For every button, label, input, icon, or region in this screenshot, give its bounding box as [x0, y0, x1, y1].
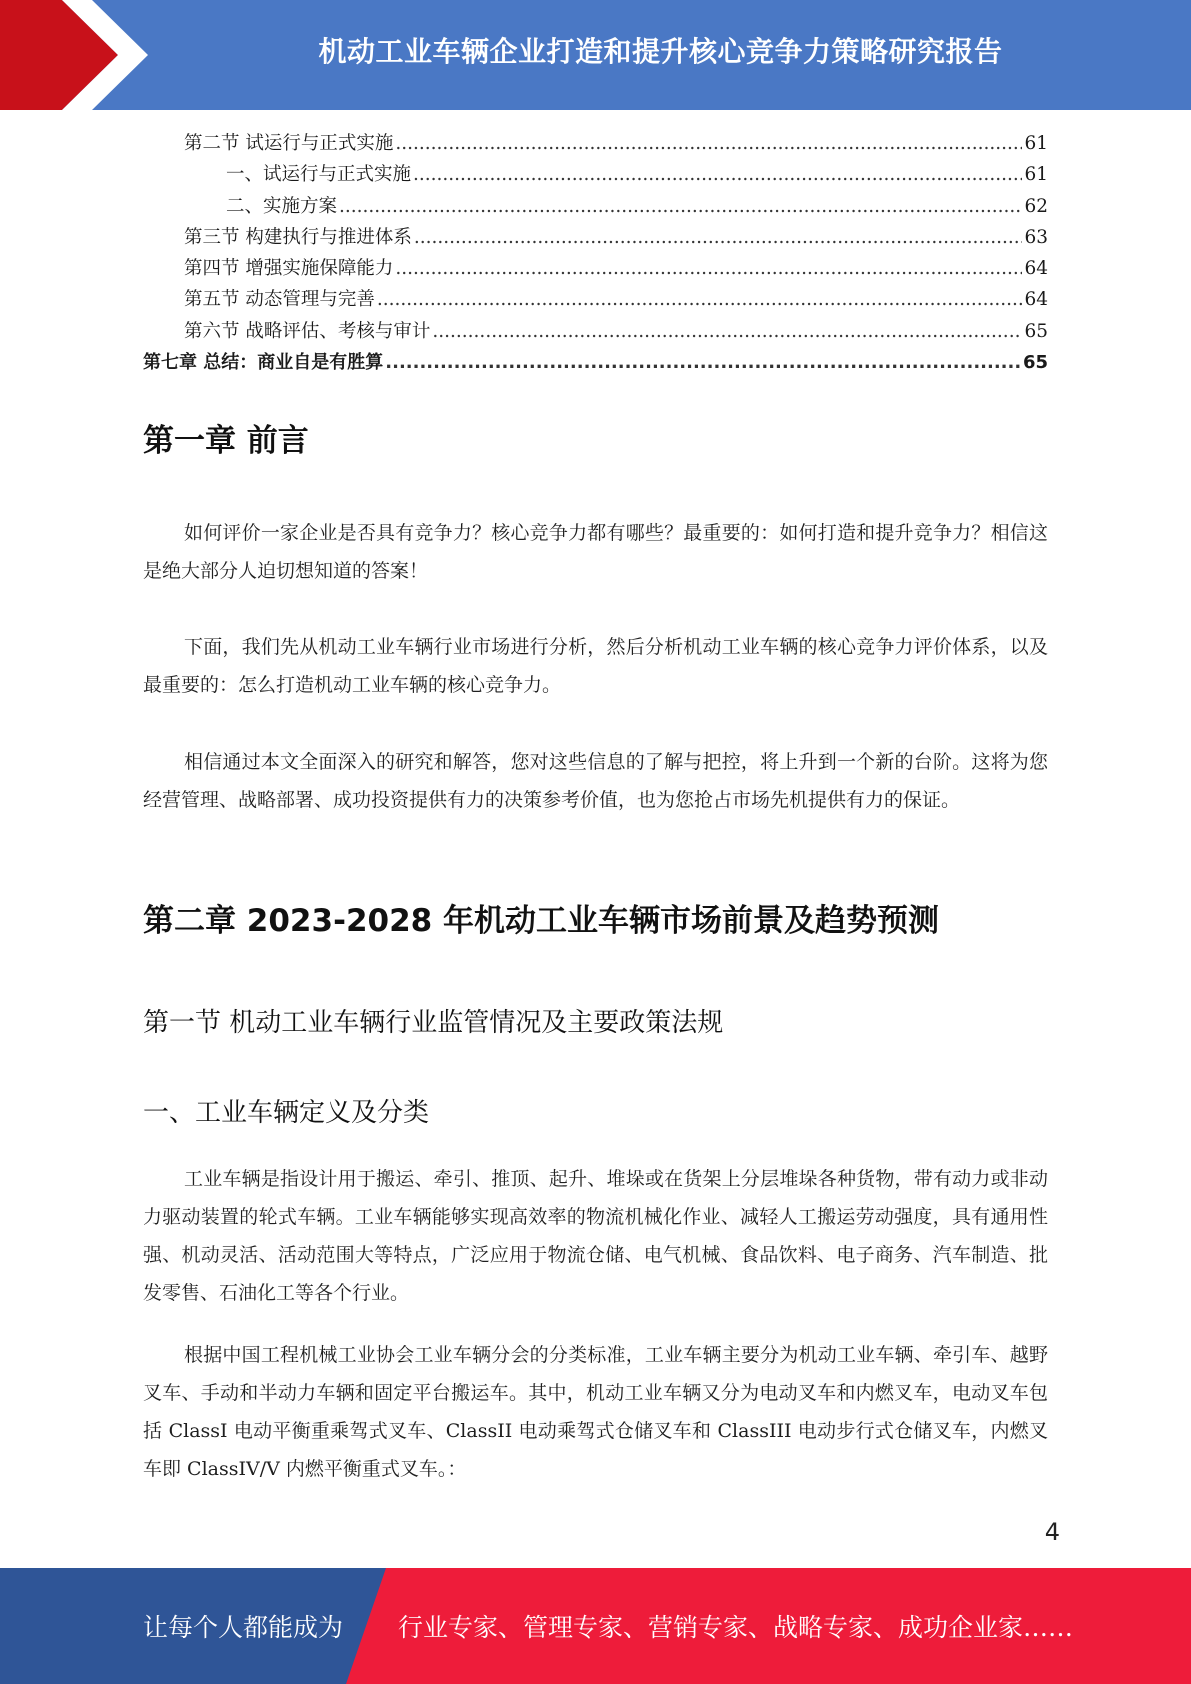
section-1-title: 第一节 机动工业车辆行业监管情况及主要政策法规 — [143, 1008, 724, 1038]
table-of-contents — [143, 128, 1048, 378]
toc-leader-dots — [395, 253, 1022, 284]
toc-leader-dots — [414, 222, 1023, 253]
header-arrow-decoration — [0, 0, 170, 110]
toc-entry-chapter[interactable] — [143, 347, 1048, 378]
footer-slogan-right: 行业专家、管理专家、营销专家、战略专家、成功企业家…… — [398, 1613, 1074, 1642]
toc-leader-dots — [432, 316, 1022, 347]
toc-entry-title: 第七章 总结：商业自是有胜算 — [143, 352, 384, 374]
header-title: 机动工业车辆企业打造和提升核心竞争力策略研究报告 — [318, 35, 1003, 68]
page-header — [0, 0, 1191, 110]
footer-slogan-left: 让每个人都能成为 — [143, 1613, 344, 1642]
paragraph-classification: 根据中国工程机械工业协会工业车辆分会的分类标准，工业车辆主要分为机动工业车辆、牵引车、越野叉车、手动和半动力车辆和固定平台搬运车。其中，机动工业车辆又分为电动叉车和内燃叉车，电动叉车包括 ClassI 电动平衡重乘驾式叉车、ClassII 电动乘驾式仓储叉车和 ClassIII 电动步行式仓储叉车，内燃叉车即 ClassIV/V 内燃平衡重式叉车。： — [143, 1344, 1048, 1480]
toc-entry-page: 64 — [1024, 289, 1048, 311]
subsection-1-title: 一、工业车辆定义及分类 — [143, 1098, 430, 1128]
toc-entry-title: 第五节 动态管理与完善 — [184, 289, 375, 311]
toc-leader-dots — [385, 347, 1021, 378]
toc-entry-title: 第六节 战略评估、考核与审计 — [184, 320, 431, 342]
toc-entry-page: 63 — [1024, 226, 1048, 248]
toc-entry-page: 64 — [1024, 258, 1048, 280]
toc-entry-title: 二、实施方案 — [226, 195, 338, 217]
toc-leader-dots — [413, 159, 1022, 190]
chapter-2-title: 第二章 2023-2028 年机动工业车辆市场前景及趋势预测 — [143, 903, 940, 939]
toc-entry-page: 61 — [1024, 164, 1048, 186]
paragraph-intro-2: 下面，我们先从机动工业车辆行业市场进行分析，然后分析机动工业车辆的核心竞争力评价体系，以及最重要的：怎么打造机动工业车辆的核心竞争力。 — [143, 636, 1048, 696]
toc-leader-dots — [395, 128, 1022, 159]
toc-entry-title: 第二节 试运行与正式实施 — [184, 133, 394, 154]
toc-entry[interactable] — [143, 253, 1048, 284]
toc-entry[interactable] — [143, 222, 1048, 253]
toc-entry[interactable] — [143, 159, 1048, 190]
paragraph-intro-1: 如何评价一家企业是否具有竞争力？核心竞争力都有哪些？最重要的：如何打造和提升竞争力？相信这是绝大部分人迫切想知道的答案！ — [143, 522, 1048, 582]
paragraph-intro-3: 相信通过本文全面深入的研究和解答，您对这些信息的了解与把控，将上升到一个新的台阶。这将为您经营管理、战略部署、成功投资提供有力的决策参考价值，也为您抢占市场先机提供有力的保证。 — [143, 751, 1048, 811]
toc-entry[interactable] — [143, 284, 1048, 315]
page-number: 4 — [1044, 1518, 1060, 1546]
toc-entry-title: 一、试运行与正式实施 — [226, 164, 412, 186]
paragraph-definition: 工业车辆是指设计用于搬运、牵引、推顶、起升、堆垛或在货架上分层堆垛各种货物，带有动力或非动力驱动装置的轮式车辆。工业车辆能够实现高效率的物流机械化作业、减轻人工搬运劳动强度，具有通用性强、机动灵活、活动范围大等特点，广泛应用于物流仓储、电气机械、食品饮料、电子商务、汽车制造、批发零售、石油化工等各个行业。 — [143, 1168, 1048, 1304]
toc-entry[interactable] — [143, 191, 1048, 222]
toc-entry-title: 第三节 构建执行与推进体系 — [184, 226, 412, 248]
toc-entry-page: 61 — [1024, 133, 1048, 154]
chapter-1-title: 第一章 前言 — [143, 423, 309, 459]
toc-entry-page: 62 — [1024, 195, 1048, 217]
toc-entry-page: 65 — [1022, 352, 1048, 374]
toc-entry-page: 65 — [1024, 320, 1048, 342]
toc-entry[interactable] — [143, 128, 1048, 159]
toc-entry[interactable] — [143, 316, 1048, 347]
toc-leader-dots — [339, 191, 1022, 222]
toc-leader-dots — [377, 284, 1023, 315]
toc-entry-title: 第四节 增强实施保障能力 — [184, 258, 394, 280]
page-footer — [0, 1568, 1191, 1684]
